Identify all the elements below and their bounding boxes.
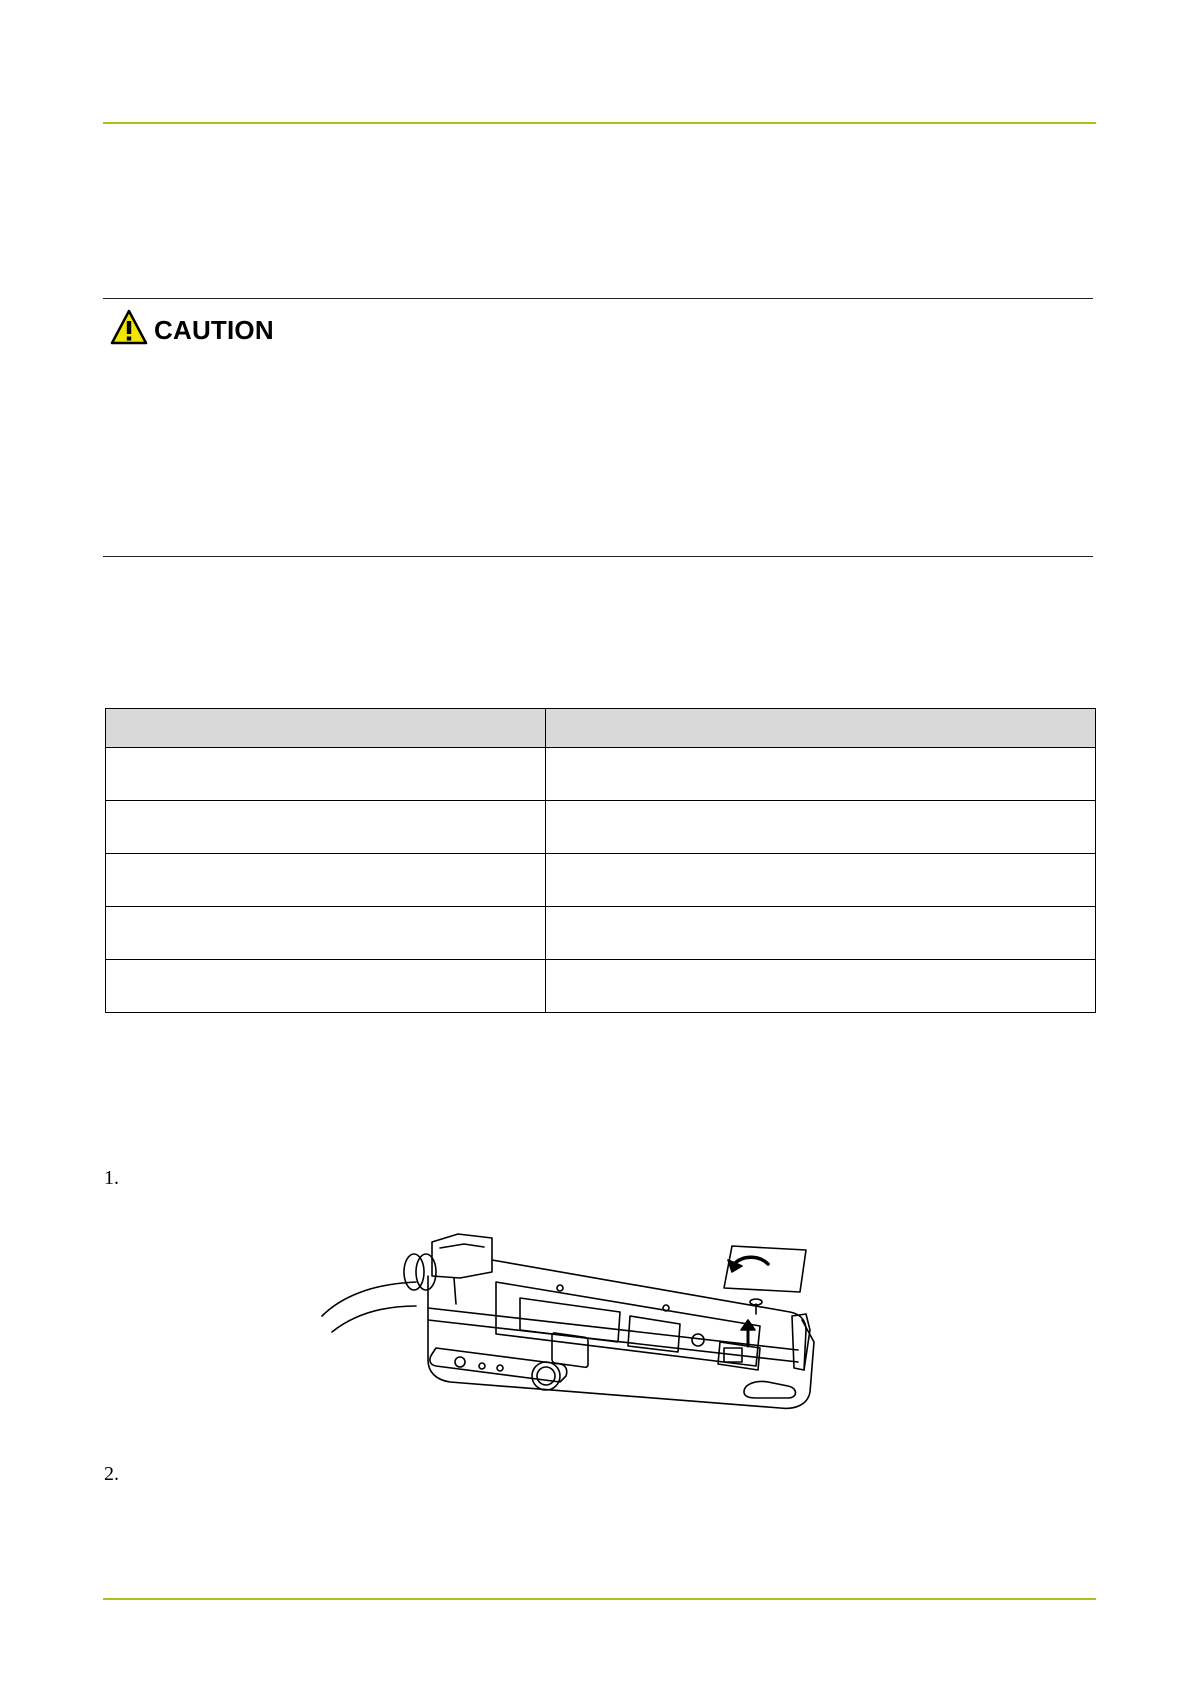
- step-number-2: 2.: [104, 1463, 119, 1485]
- table-row: [106, 960, 1096, 1013]
- table-row: [106, 854, 1096, 907]
- table-cell: [546, 801, 1096, 854]
- table-cell: [106, 907, 546, 960]
- footer-rule: [103, 1598, 1096, 1600]
- table-cell: [106, 748, 546, 801]
- radio-battery-compartment-illustration: [320, 1220, 860, 1420]
- table-cell: [546, 854, 1096, 907]
- table-header-row: [106, 709, 1096, 748]
- table-cell: [546, 960, 1096, 1013]
- table-cell: [106, 854, 546, 907]
- table-header-cell: [106, 709, 546, 748]
- table-row: [106, 801, 1096, 854]
- table-cell: [106, 960, 546, 1013]
- table-cell: [546, 748, 1096, 801]
- warning-triangle-icon: [110, 309, 148, 350]
- table-cell: [546, 907, 1096, 960]
- header-rule: [103, 122, 1096, 124]
- caution-bottom-rule: [103, 556, 1093, 557]
- table-row: [106, 907, 1096, 960]
- table-row: [106, 748, 1096, 801]
- spec-table: [105, 708, 1096, 1013]
- table-cell: [106, 801, 546, 854]
- step-number-1: 1.: [104, 1167, 119, 1189]
- caution-notice: [110, 309, 274, 350]
- table-header-cell: [546, 709, 1096, 748]
- caution-top-rule: [103, 298, 1093, 299]
- caution-label: CAUTION: [154, 314, 274, 345]
